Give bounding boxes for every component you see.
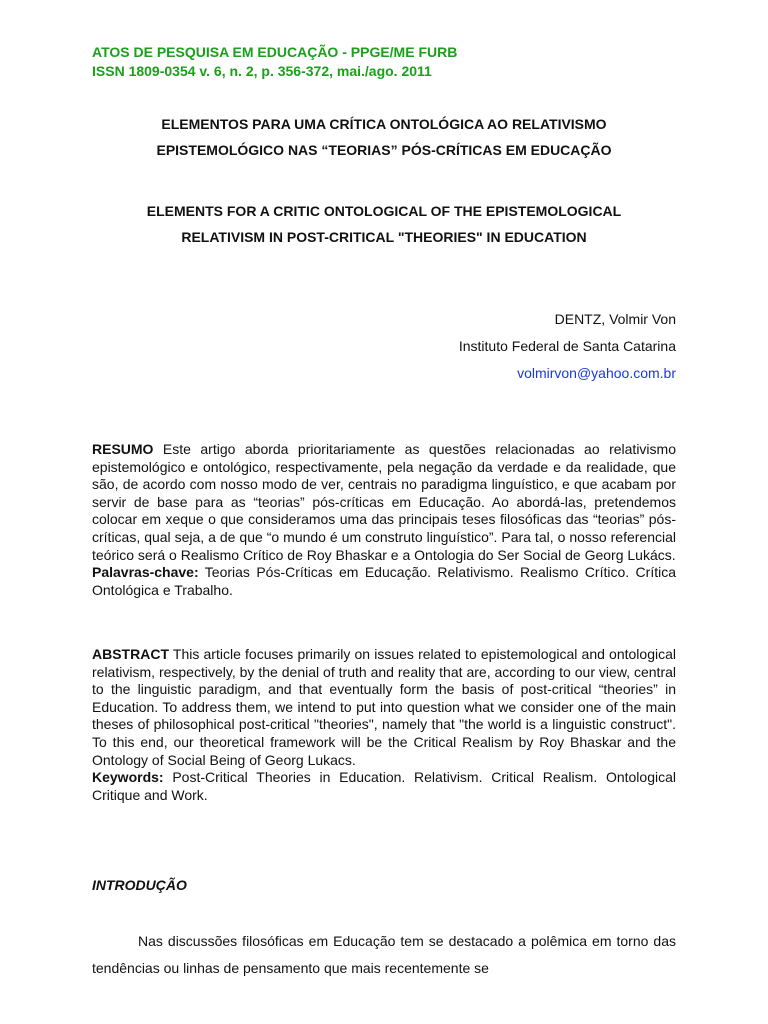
journal-issn: ISSN 1809-0354 v. 6, n. 2, p. 356-372, mai./ago. 2011	[92, 63, 432, 79]
title-pt-line-1: ELEMENTOS PARA UMA CRÍTICA ONTOLÓGICA AO RELATIVISMO	[161, 116, 607, 132]
abstract-text: This article focuses primarily on issues related to epistemological and ontological relativism, respectively, by the denial of truth and reality that are, according to our view, central to the linguistic paradigm, and that eventually form the basis of post-critical “theories” in Education. To address them, we intend to put into question what we consider one of the main theses of philosophical post-critical "theories", namely that "the world is a linguistic construct". To this end, our theoretical framework will be the Critical Realism by Roy Bhaskar and the Ontology of Social Being of Georg Lukacs.	[92, 646, 676, 768]
keywords-paragraph	[92, 769, 676, 804]
intro-heading: INTRODUÇÃO	[92, 877, 187, 893]
author-name: DENTZ, Volmir Von	[554, 311, 676, 327]
abstract-section	[92, 646, 676, 804]
author-institution: Instituto Federal de Santa Catarina	[458, 338, 676, 354]
abstract-label: ABSTRACT	[92, 646, 169, 662]
title-english	[70, 198, 698, 250]
author-email[interactable]: volmirvon@yahoo.com.br	[517, 365, 676, 381]
resumo-paragraph	[92, 441, 676, 564]
journal-name: ATOS DE PESQUISA EM EDUCAÇÃO - PPGE/ME FURB	[92, 44, 458, 60]
palavras-chave-label: Palavras-chave:	[92, 564, 199, 581]
keywords-text: Post-Critical Theories in Education. Relativism. Critical Realism. Ontological Critique and Work.	[92, 769, 676, 803]
abstract-paragraph	[92, 646, 676, 769]
journal-header	[92, 43, 457, 81]
author-info	[459, 306, 676, 387]
resumo-section	[92, 441, 676, 599]
title-en-line-2: RELATIVISM IN POST-CRITICAL "THEORIES" IN EDUCATION	[181, 229, 587, 245]
palavras-chave-paragraph	[92, 564, 676, 599]
intro-paragraph: Nas discussões filosóficas em Educação tem se destacado a polêmica em torno das tendências ou linhas de pensamento que mais recentemente se	[92, 933, 676, 976]
resumo-label: RESUMO	[92, 441, 154, 457]
keywords-label: Keywords:	[92, 769, 164, 786]
title-pt-line-2: EPISTEMOLÓGICO NAS “TEORIAS” PÓS-CRÍTICAS EM EDUCAÇÃO	[156, 142, 612, 158]
palavras-chave-text: Teorias Pós-Críticas em Educação. Relativismo. Realismo Crítico. Crítica Ontológica e Trabalho.	[92, 564, 676, 598]
title-en-line-1: ELEMENTS FOR A CRITIC ONTOLOGICAL OF THE EPISTEMOLOGICAL	[146, 203, 622, 219]
title-portuguese	[70, 111, 698, 163]
resumo-text: Este artigo aborda prioritariamente as questões relacionadas ao relativismo epistemológico e ontológico, respectivamente, pela negação da verdade e da realidade, que são, de acordo com nosso modo de ver, centrais no paradigma linguístico, e que acabam por servir de base para as “teorias” pós-críticas em Educação. Ao abordá-las, pretendemos colocar em xeque o que consideramos uma das principais teses filosóficas das “teorias” pós-críticas, qual seja, a de que “o mundo é um construto linguístico”. Para tal, o nosso referencial teórico será o Realismo Crítico de Roy Bhaskar e a Ontologia do Ser Social de Georg Lukács.	[92, 441, 676, 563]
